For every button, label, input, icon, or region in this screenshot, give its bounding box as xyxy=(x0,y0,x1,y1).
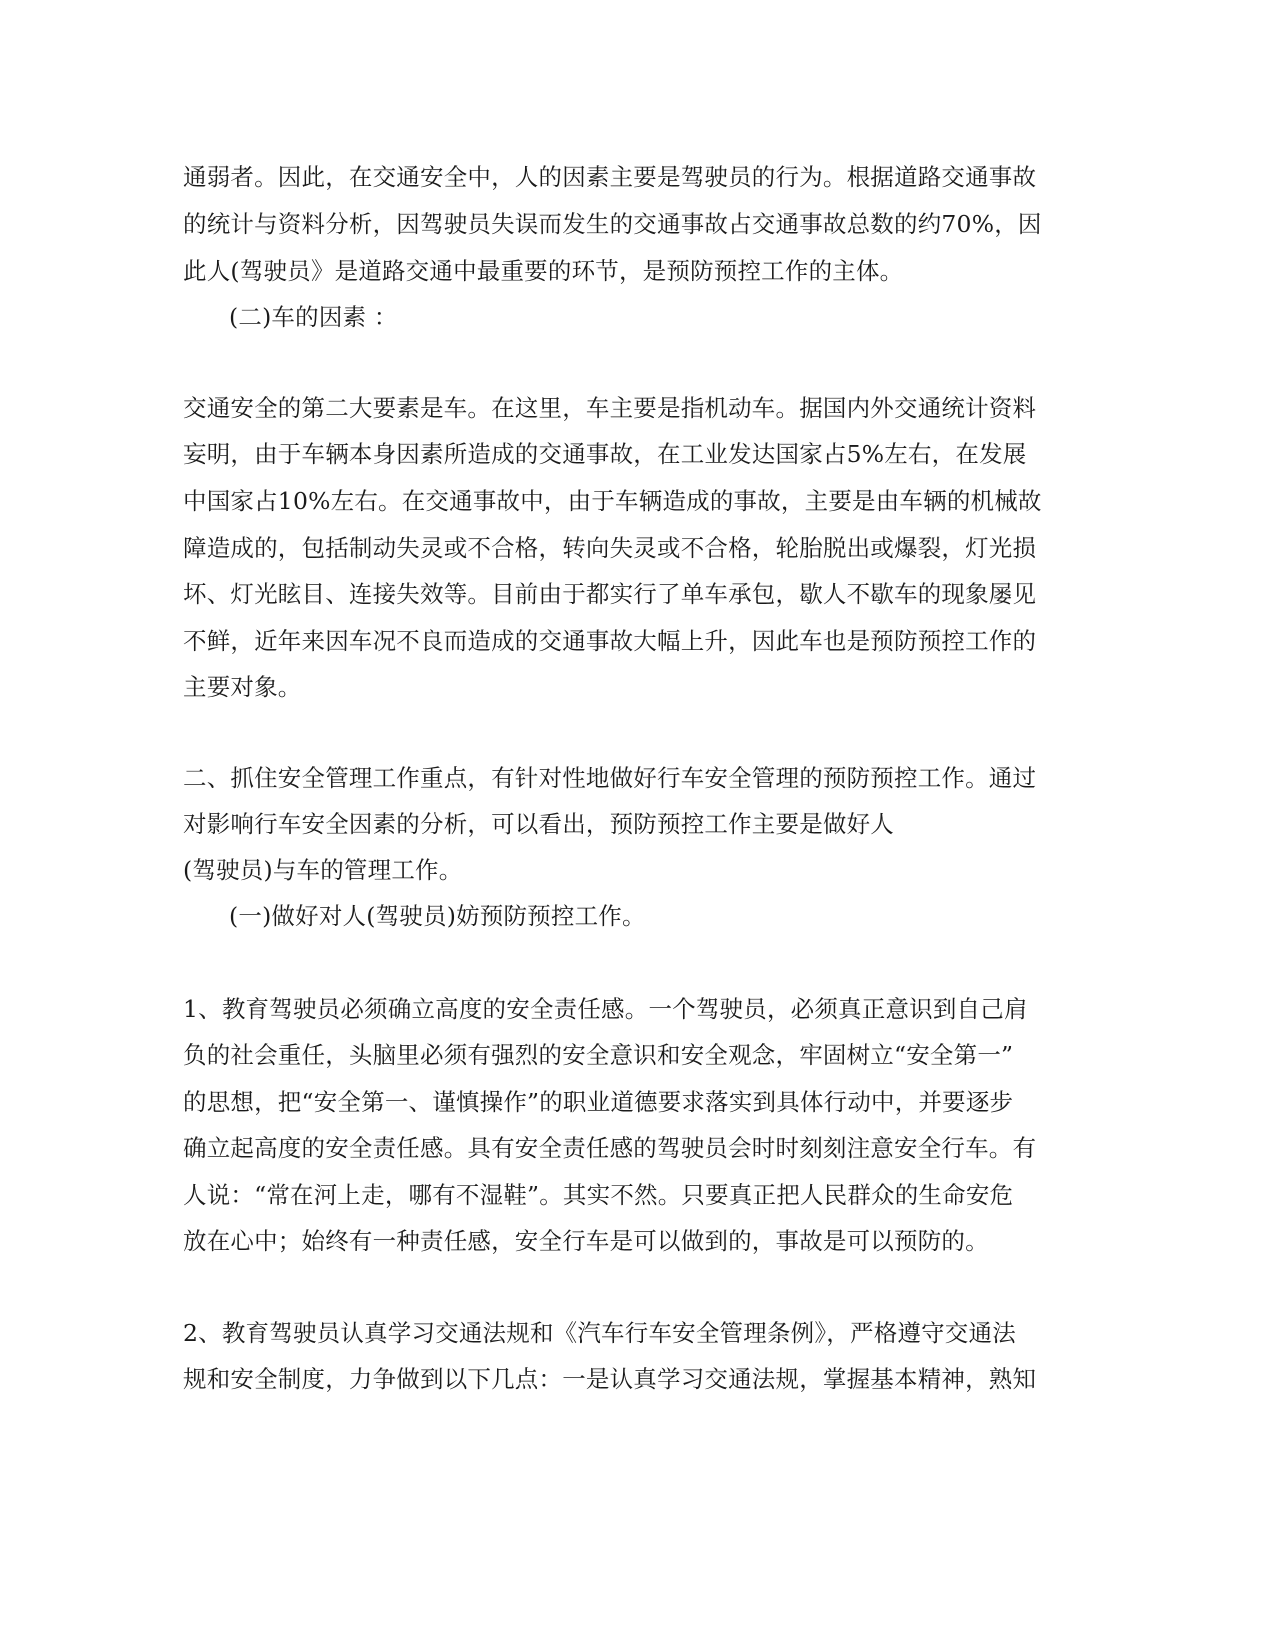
text-line: 通弱者。因此，在交通安全中，人的因素主要是驾驶员的行为。根据道路交通事故 xyxy=(183,163,1037,191)
text-line: 障造成的，包括制动失灵或不合格，转向失灵或不合格，轮胎脱出或爆裂，灯光损 xyxy=(183,534,1037,562)
section-heading: (一)做好对人(驾驶员)妨预防预控工作。 xyxy=(229,902,646,930)
text-line: 人说：“常在河上走，哪有不湿鞋”。其实不然。只要真正把人民群众的生命安危 xyxy=(183,1181,1014,1209)
text-line: 坏、灯光眩目、连接失效等。目前由于都实行了单车承包，歇人不歇车的现象屡见 xyxy=(183,580,1037,608)
text-line: 的思想，把“安全第一、谨慎操作”的职业道德要求落实到具体行动中，并要逐步 xyxy=(183,1088,1014,1116)
text-line: 的统计与资料分析，因驾驶员失误而发生的交通事故占交通事故总数的约70%，因 xyxy=(183,210,1042,238)
text-line: 交通安全的第二大要素是车。在这里，车主要是指机动车。据国内外交通统计资料 xyxy=(183,394,1037,422)
text-line: 1、教育驾驶员必须确立高度的安全责任感。一个驾驶员，必须真正意识到自己肩 xyxy=(183,995,1028,1023)
text-line: 对影响行车安全因素的分析，可以看出，预防预控工作主要是做好人 xyxy=(183,810,894,838)
section-heading: 二、抓住安全管理工作重点，有针对性地做好行车安全管理的预防预控工作。通过 xyxy=(183,764,1037,792)
text-line: 此人(驾驶员》是道路交通中最重要的环节，是预防预控工作的主体。 xyxy=(183,257,904,285)
text-line: 主要对象。 xyxy=(183,673,302,701)
text-line: 妄明，由于车辆本身因素所造成的交通事故，在工业发达国家占5%左右，在发展 xyxy=(183,440,1027,468)
text-line: 放在心中；始终有一种责任感，安全行车是可以做到的，事故是可以预防的。 xyxy=(183,1227,989,1255)
text-line: (驾驶员)与车的管理工作。 xyxy=(183,856,463,884)
text-line: 负的社会重任，头脑里必须有强烈的安全意识和安全观念，牢固树立“安全第一” xyxy=(183,1041,1014,1069)
text-line: 中国家占10%左右。在交通事故中，由于车辆造成的事故，主要是由车辆的机械故 xyxy=(183,487,1042,515)
text-line: 规和安全制度，力争做到以下几点：一是认真学习交通法规，掌握基本精神，熟知 xyxy=(183,1365,1037,1393)
text-line: 不鲜，近年来因车况不良而造成的交通事故大幅上升，因此车也是预防预控工作的 xyxy=(183,627,1037,655)
text-line: 确立起高度的安全责任感。具有安全责任感的驾驶员会时时刻刻注意安全行车。有 xyxy=(183,1134,1037,1162)
text-line: 2、教育驾驶员认真学习交通法规和《汽车行车安全管理条例》，严格遵守交通法 xyxy=(183,1319,1016,1347)
section-heading: (二)车的因素 ： xyxy=(229,303,398,331)
